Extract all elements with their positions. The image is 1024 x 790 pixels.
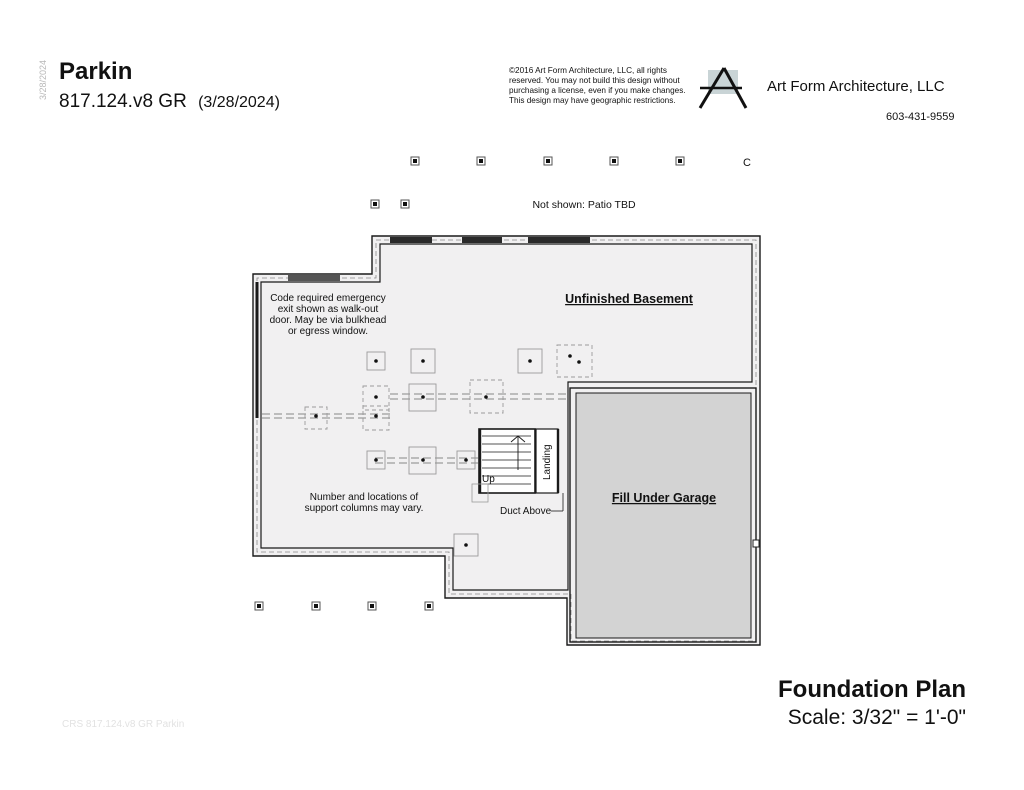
egress-note-line: Code required emergency — [270, 293, 386, 304]
side-date-stamp: 3/28/2024 — [38, 59, 48, 100]
firm-name: Art Form Architecture, LLC — [767, 78, 945, 95]
egress-note-line: or egress window. — [287, 326, 369, 337]
duct-label: Duct Above — [500, 506, 552, 517]
basement-label: Unfinished Basement — [565, 292, 693, 306]
copyright-line: purchasing a license, even if you make changes. — [509, 86, 686, 95]
plan-date: (3/28/2024) — [198, 94, 280, 111]
watermark-text: CRS 817.124.v8 GR Parkin — [62, 719, 185, 730]
garage-area — [570, 388, 759, 642]
stair-up-label: Up — [482, 474, 495, 485]
deck-posts-top — [371, 157, 684, 208]
columns-note — [305, 492, 424, 514]
firm-phone: 603-431-9559 — [886, 111, 955, 123]
copyright-line: ©2016 Art Form Architecture, LLC, all rights — [509, 66, 668, 75]
plan-scale: Scale: 3/32" = 1'-0" — [787, 706, 966, 729]
plan-number-text: 817.124.v8 GR — [59, 91, 187, 112]
deck-posts-bottom — [255, 602, 433, 610]
patio-note: Not shown: Patio TBD — [532, 199, 636, 211]
egress-note-line: exit shown as walk-out — [277, 304, 379, 315]
partial-mark: C — [743, 157, 751, 169]
project-name: Parkin — [59, 58, 133, 85]
landing-label: Landing — [542, 444, 553, 480]
garage-label: Fill Under Garage — [611, 491, 717, 505]
columns-note-line: support columns may vary. — [304, 503, 424, 514]
copyright-line: reserved. You may not build this design without — [509, 76, 680, 85]
columns-note-line: Number and locations of — [309, 492, 419, 503]
egress-note-line: door. May be via bulkhead — [269, 315, 387, 326]
plan-title: Foundation Plan — [778, 676, 966, 703]
copyright-line: This design may have geographic restrictions. — [509, 96, 676, 105]
